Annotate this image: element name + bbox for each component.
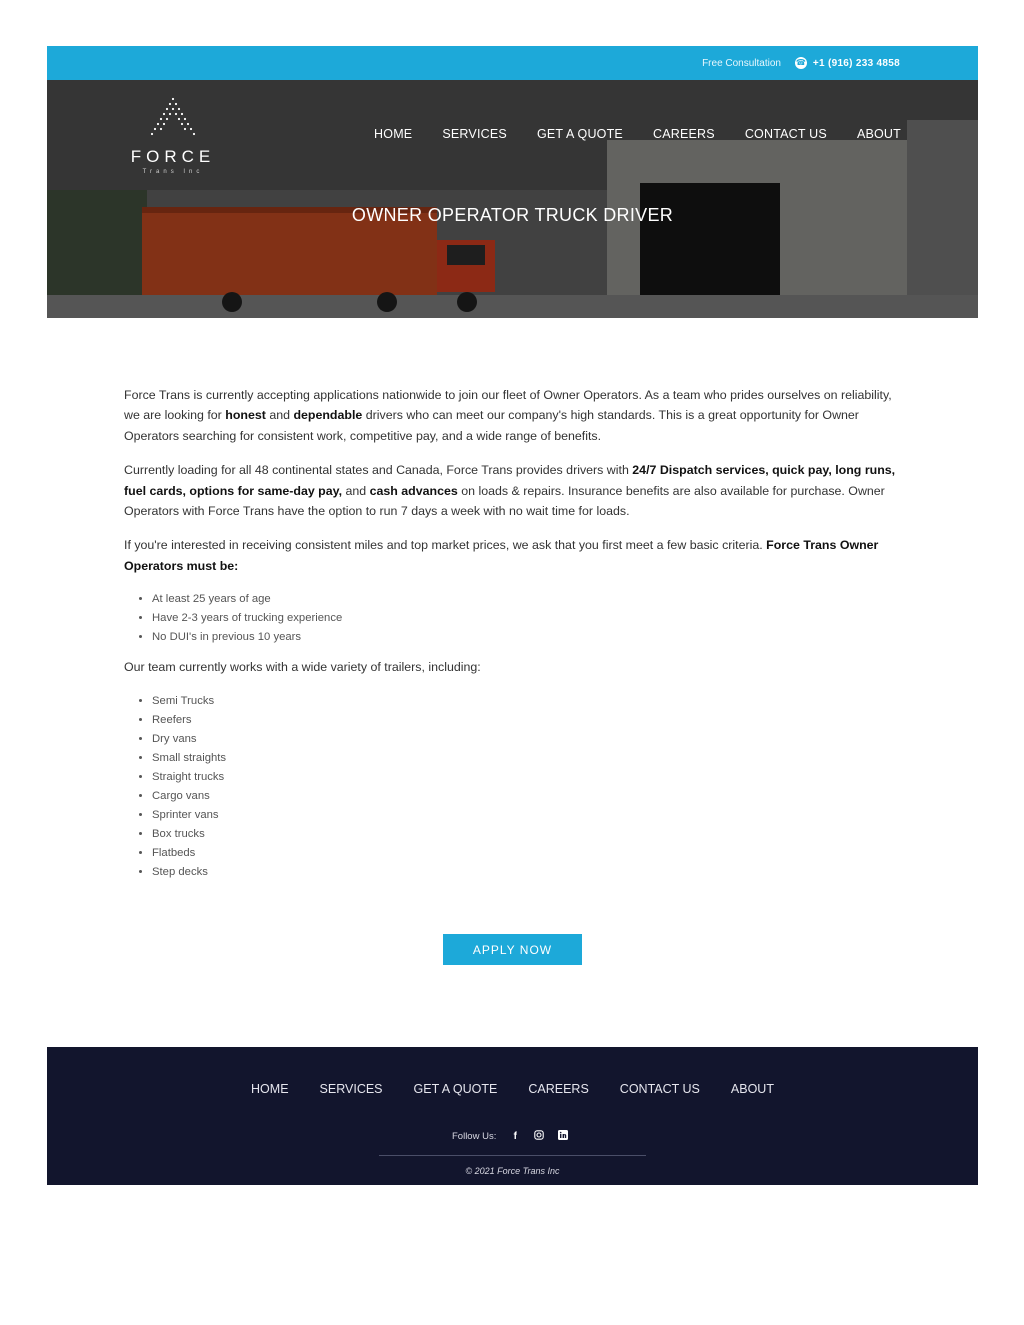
list-item: • Straight trucks — [152, 768, 899, 787]
phone-link[interactable] — [795, 57, 900, 69]
list-item: • Cargo vans — [152, 787, 899, 806]
list-item: • Small straights — [152, 749, 899, 768]
logo-wordmark: FORCE — [130, 147, 216, 166]
logo-triangle-icon — [138, 96, 208, 140]
logo-subtitle: Trans Inc — [142, 169, 204, 175]
hero-banner — [47, 80, 978, 318]
trailers-list — [124, 692, 899, 882]
list-item: • Flatbeds — [152, 844, 899, 863]
force-trans-logo[interactable] — [123, 96, 223, 175]
requirements-list — [124, 590, 899, 647]
main-content — [124, 385, 899, 892]
free-consultation-link[interactable]: Free Consultation — [702, 58, 781, 69]
intro-paragraph: Force Trans is currently accepting applications nationwide to join our fleet of Owner Operators. As a team who prides ourselves on reliability, we are looking for honest and dependable drivers who can meet our company's high standards. This is a great opportunity for Owner Operators searching for consistent work, competitive pay, and a wide range of benefits. — [124, 388, 892, 443]
page-title: OWNER OPERATOR TRUCK DRIVER — [351, 205, 674, 225]
facebook-icon[interactable]: f — [513, 1131, 518, 1142]
nav-careers[interactable]: CAREERS — [652, 127, 715, 141]
nav-get-a-quote[interactable]: GET A QUOTE — [536, 127, 623, 141]
footer-nav-get-a-quote[interactable]: GET A QUOTE — [413, 1082, 498, 1096]
footer-nav-about[interactable]: ABOUT — [730, 1082, 774, 1096]
footer-nav-contact-us[interactable]: CONTACT US — [619, 1082, 700, 1096]
list-item: • Sprinter vans — [152, 806, 899, 825]
linkedin-icon[interactable] — [558, 1130, 568, 1143]
list-item: • At least 25 years of age — [152, 590, 899, 609]
nav-services[interactable]: SERVICES — [442, 127, 507, 141]
list-item: • Reefers — [152, 711, 899, 730]
list-item: • Have 2-3 years of trucking experience — [152, 609, 899, 628]
benefits-paragraph: Currently loading for all 48 continental states and Canada, Force Trans provides drivers with 24/7 Dispatch services, quick pay, long runs, fuel cards, options for same-day pay, and cash advances on loads & repairs. Insurance benefits are also available for purchase. Owner Operators with Force Trans have the option to run 7 days a week with no wait time for loads. — [124, 463, 896, 519]
nav-contact-us[interactable]: CONTACT US — [744, 127, 827, 141]
footer-divider — [379, 1155, 646, 1156]
instagram-icon[interactable] — [534, 1130, 544, 1143]
apply-now-button[interactable]: APPLY NOW — [443, 934, 582, 965]
nav-home[interactable]: HOME — [374, 127, 413, 141]
footer-nav — [47, 1082, 978, 1096]
footer — [47, 1047, 978, 1185]
list-item: • Semi Trucks — [152, 692, 899, 711]
top-bar — [47, 46, 978, 80]
phone-number: +1 (916) 233 4858 — [812, 57, 900, 69]
trailers-paragraph: Our team currently works with a wide variety of trailers, including: — [124, 660, 481, 675]
main-nav — [374, 127, 901, 141]
list-item: • No DUI's in previous 10 years — [152, 628, 899, 647]
list-item: • Box trucks — [152, 825, 899, 844]
criteria-paragraph: If you're interested in receiving consistent miles and top market prices, we ask that you first meet a few basic criteria. Force Trans Owner Operators must be: — [124, 538, 879, 573]
follow-us-label: Follow Us: — [452, 1131, 497, 1142]
footer-nav-careers[interactable]: CAREERS — [528, 1082, 589, 1096]
phone-icon: ☎ — [795, 58, 806, 67]
list-item: • Step decks — [152, 863, 899, 882]
copyright: © 2021 Force Trans Inc — [465, 1166, 560, 1176]
footer-nav-services[interactable]: SERVICES — [319, 1082, 383, 1096]
follow-us — [452, 1130, 568, 1143]
list-item: • Dry vans — [152, 730, 899, 749]
nav-about[interactable]: ABOUT — [856, 127, 901, 141]
footer-nav-home[interactable]: HOME — [251, 1082, 289, 1096]
